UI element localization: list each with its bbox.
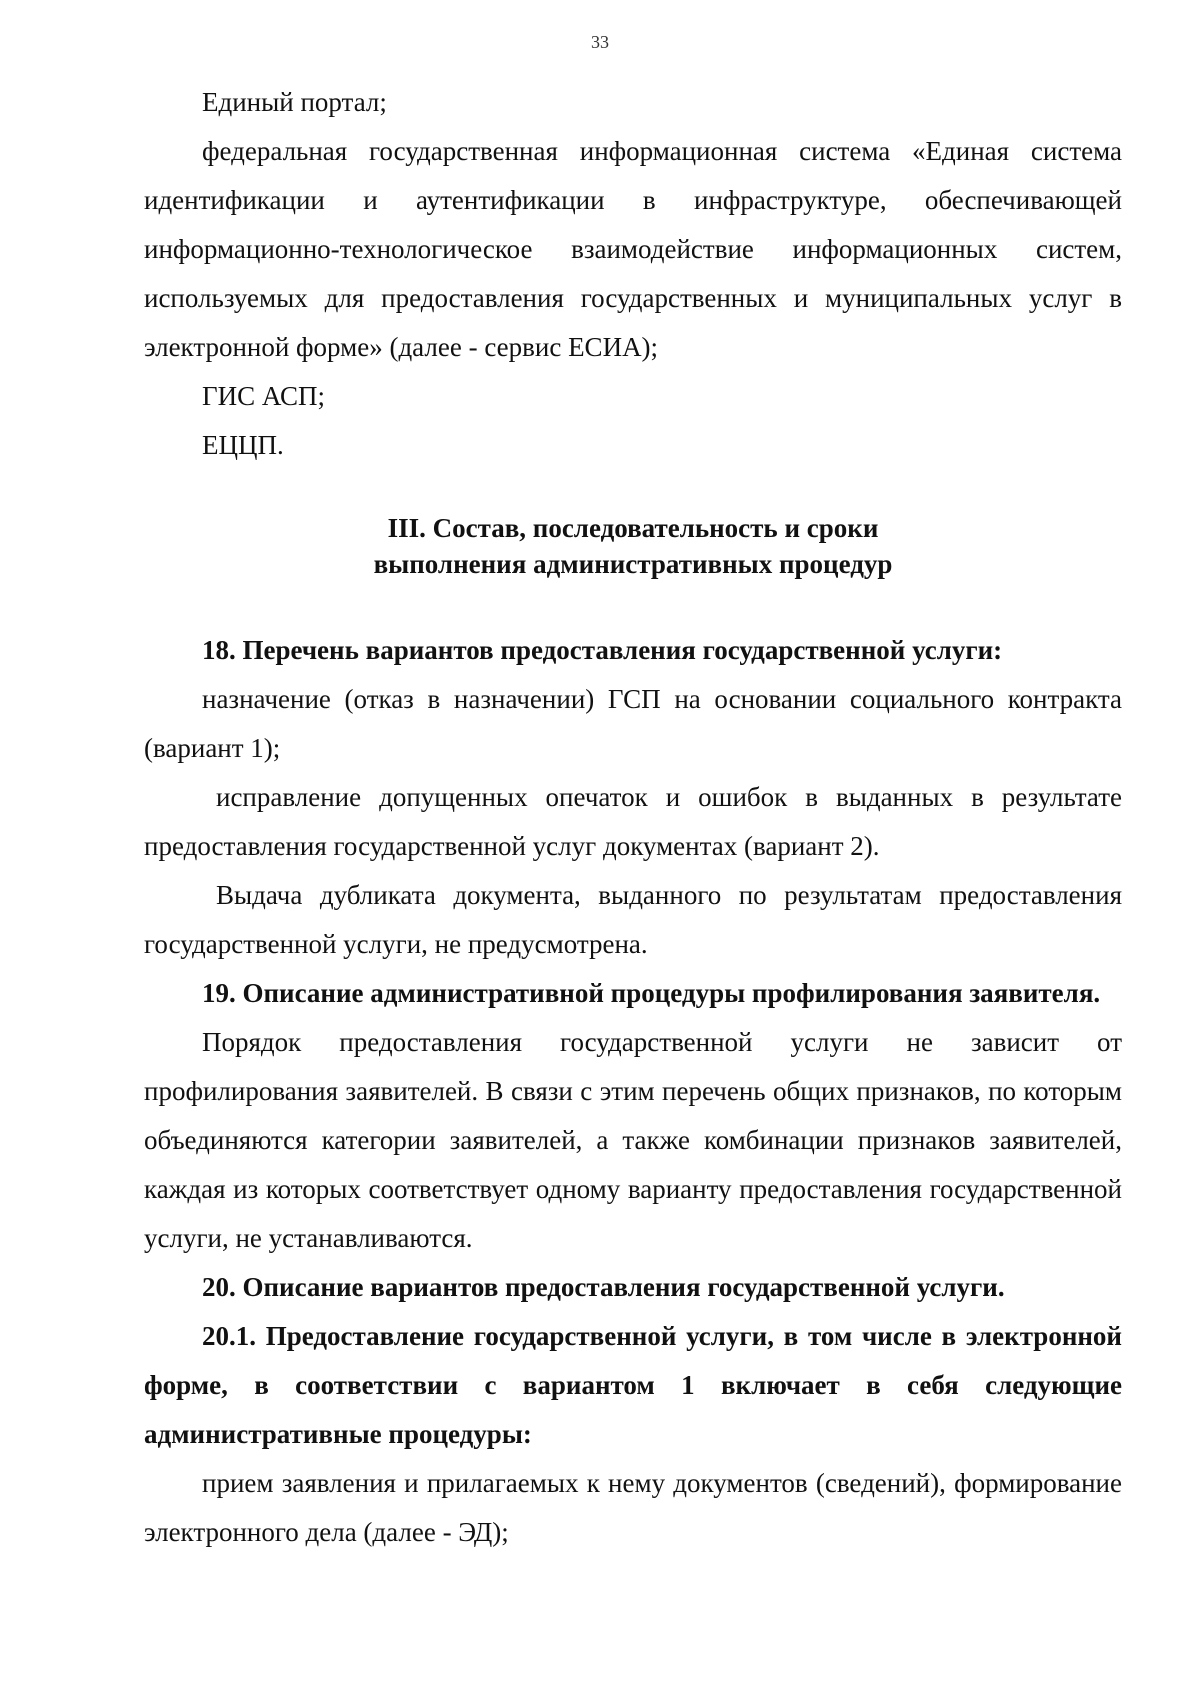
item-18-variant-2: исправление допущенных опечаток и ошибок в выданных в результате предоставления государственной услуг документах (вариант 2). bbox=[144, 782, 1122, 861]
item-20-1-procedure-1: прием заявления и прилагаемых к нему документов (сведений), формирование электронного дела (далее - ЭД); bbox=[144, 1468, 1122, 1547]
paragraph-esia: федеральная государственная информационная система «Единая система идентификации и аутентификации в инфраструктуре, обеспечивающей информационно-технологическое взаимодействие информационных систем, используемых для предоставления государственных и муниципальных услуг в электронной форме» (далее - сервис ЕСИА); bbox=[144, 136, 1122, 362]
item-19-heading: 19. Описание административной процедуры профилирования заявителя. bbox=[202, 978, 1101, 1008]
section-title-line-1: III. Состав, последовательность и сроки bbox=[387, 513, 879, 543]
item-20-1-heading: 20.1. Предоставление государственной услуги, в том числе в электронной форме, в соответствии с вариантом 1 включает в себя следующие административные процедуры: bbox=[144, 1321, 1122, 1449]
paragraph-unified-portal: Единый портал; bbox=[202, 87, 387, 117]
paragraph-eccp: ЕЦЦП. bbox=[202, 430, 284, 460]
section-title bbox=[144, 510, 1122, 582]
item-19-body: Порядок предоставления государственной услуги не зависит от профилирования заявителей. В связи с этим перечень общих признаков, по которым объединяются категории заявителей, а также комбинации признаков заявителей, каждая из которых соответствует одному варианту предоставления государственной услуги, не устанавливаются. bbox=[144, 1027, 1122, 1253]
item-18-heading: 18. Перечень вариантов предоставления государственной услуги: bbox=[202, 635, 1003, 665]
item-18-duplicate-note: Выдача дубликата документа, выданного по результатам предоставления государственной услуги, не предусмотрена. bbox=[144, 880, 1122, 959]
item-20-heading: 20. Описание вариантов предоставления государственной услуги. bbox=[202, 1272, 1005, 1302]
document-body bbox=[144, 78, 1122, 1557]
section-title-line-2: выполнения административных процедур bbox=[373, 549, 893, 579]
paragraph-gis-asp: ГИС АСП; bbox=[202, 381, 326, 411]
item-18-variant-1: назначение (отказ в назначении) ГСП на основании социального контракта (вариант 1); bbox=[144, 684, 1122, 763]
page-number: 33 bbox=[591, 32, 609, 52]
